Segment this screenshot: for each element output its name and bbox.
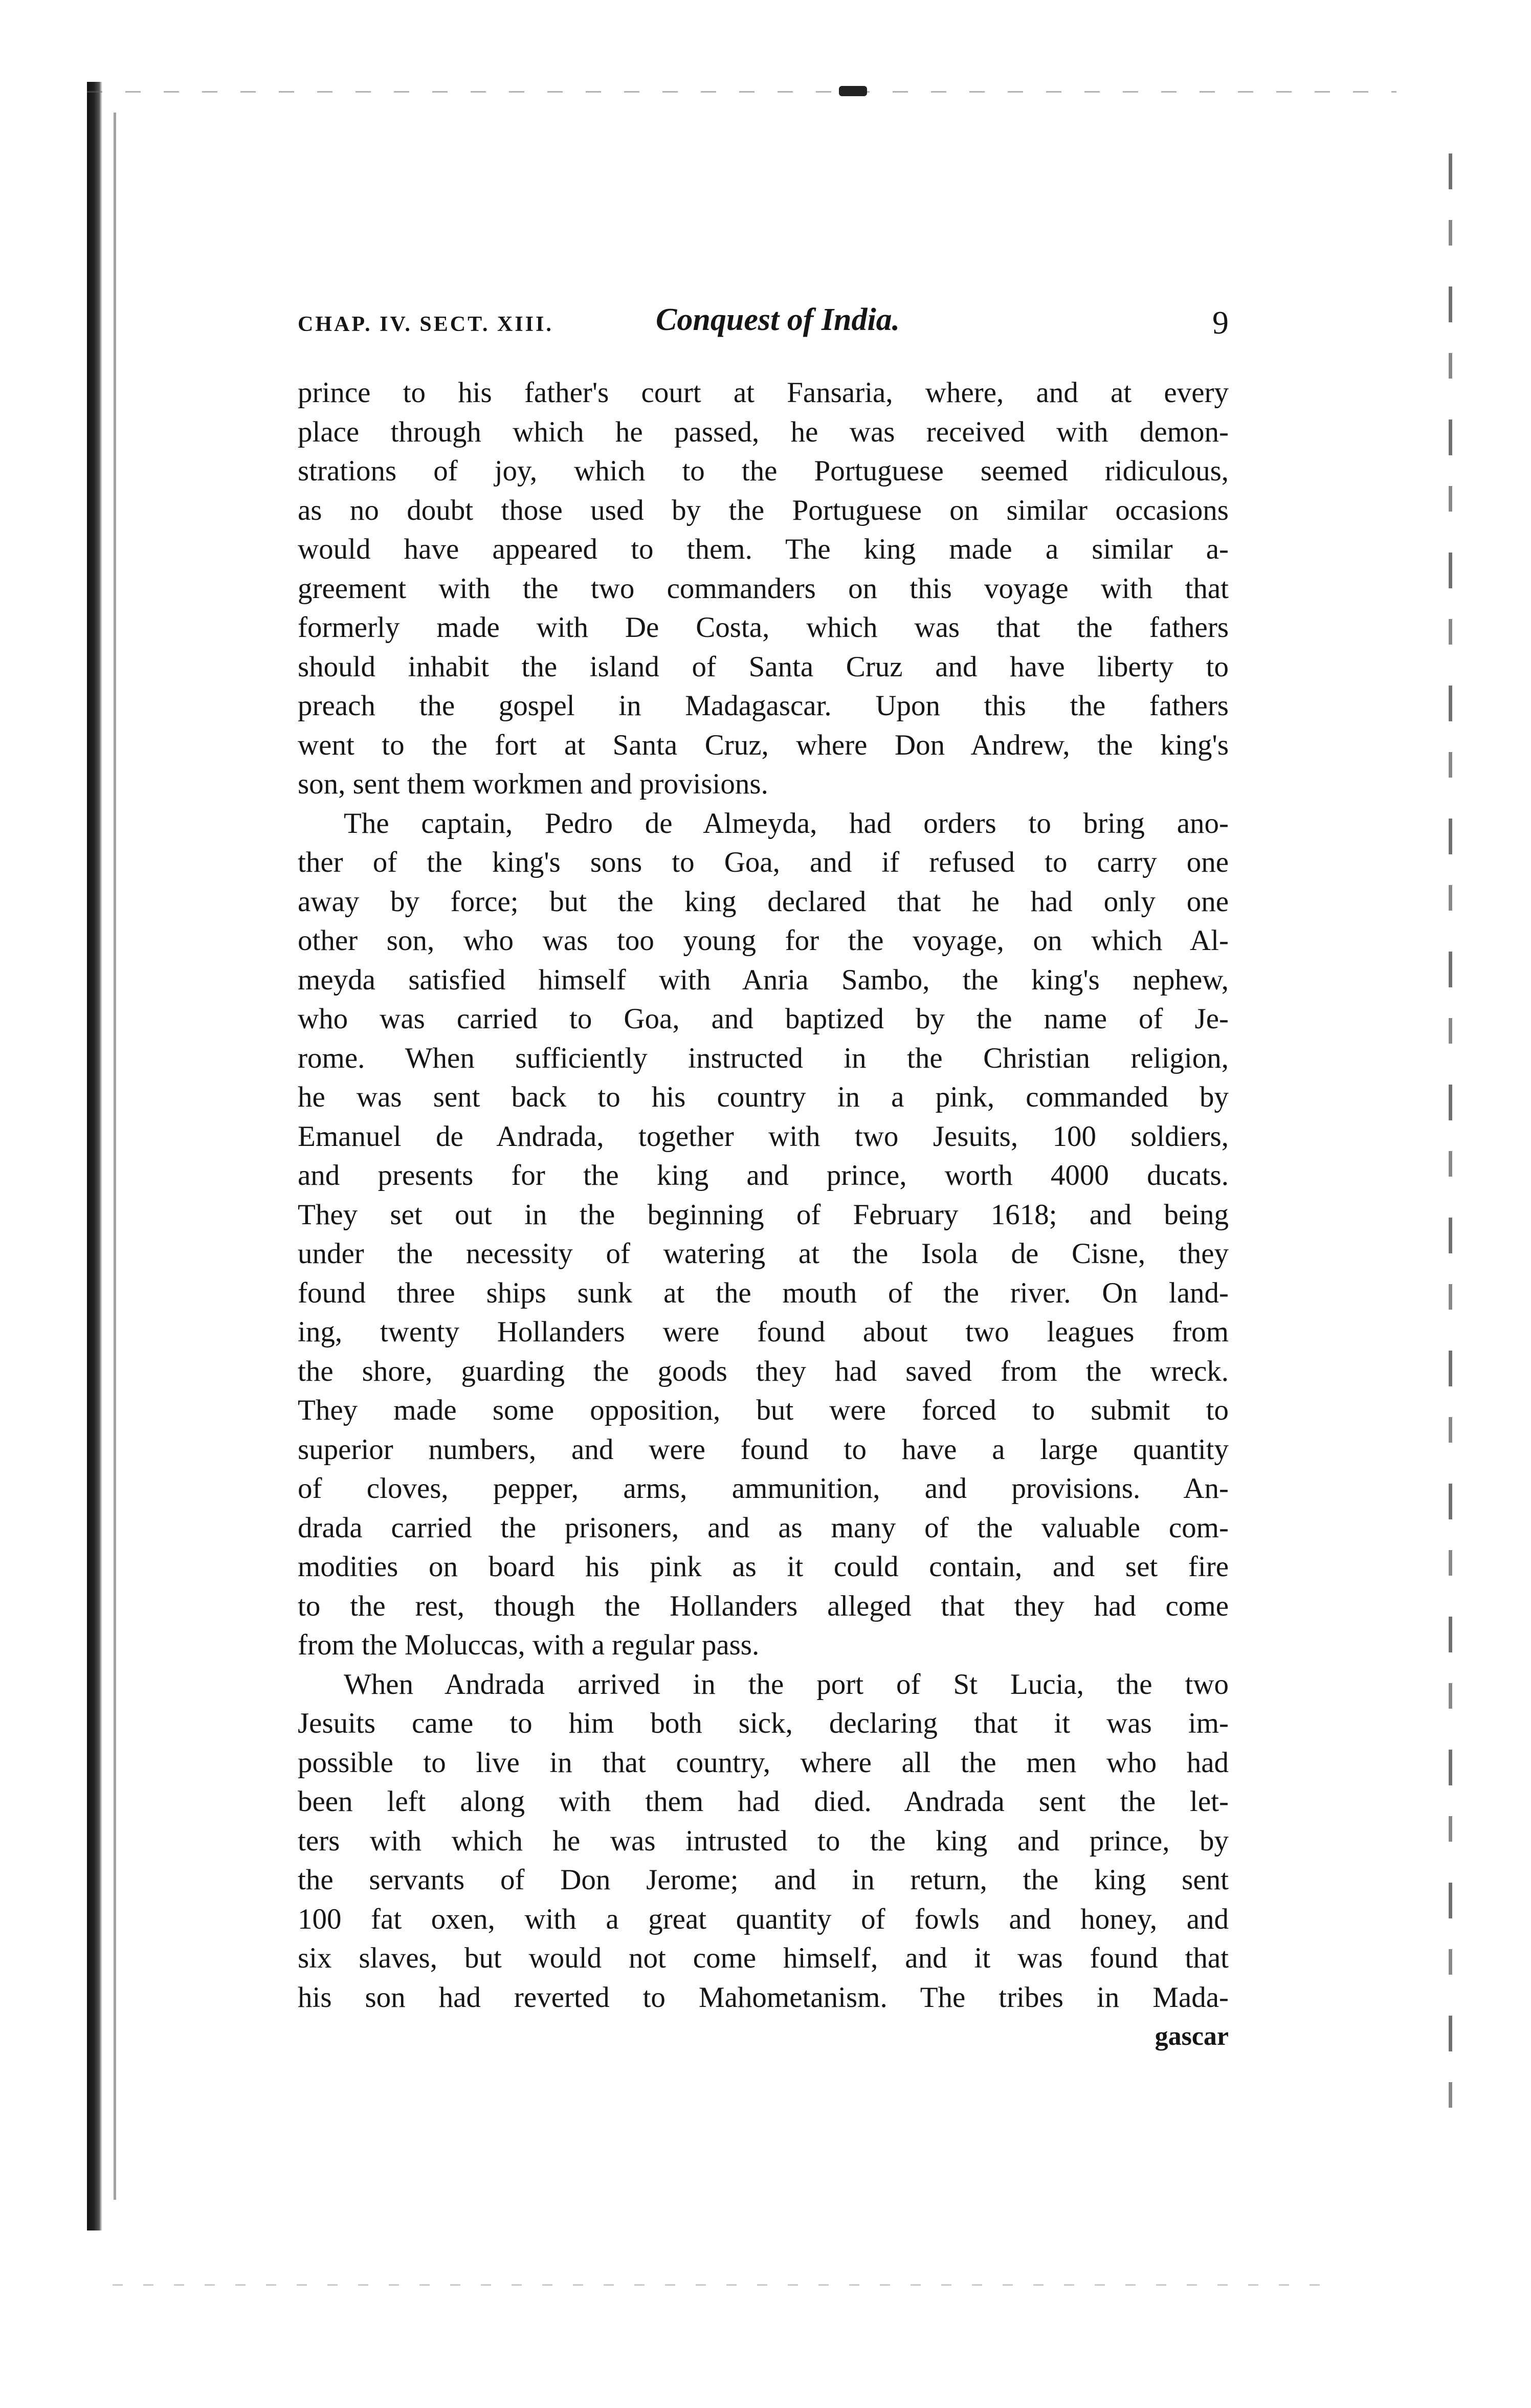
text-line: preach the gospel in Madagascar. Upon this the fathers (298, 690, 1229, 722)
text-line: ther of the king's sons to Goa, and if refused to carry one (298, 846, 1229, 878)
text-line: under the necessity of watering at the Isola de Cisne, they (298, 1238, 1229, 1270)
text-line: son, sent them workmen and provisions. (298, 768, 768, 800)
catchword: gascar (1155, 2022, 1229, 2051)
text-line: found three ships sunk at the mouth of the river. On land- (298, 1276, 1229, 1309)
text-line: should inhabit the island of Santa Cruz and have liberty to (298, 650, 1229, 683)
text-line: been left along with them had died. Andrada sent the let- (298, 1785, 1229, 1818)
text-line: away by force; but the king declared that he had only one (298, 885, 1229, 918)
text-line: meyda satisfied himself with Anria Sambo, the king's nephew, (298, 963, 1229, 996)
text-line: Jesuits came to him both sick, declaring that it was im- (298, 1707, 1229, 1739)
text-line: superior numbers, and were found to have a large quantity (298, 1433, 1229, 1466)
text-line: he was sent back to his country in a pink, commanded by (298, 1081, 1229, 1113)
text-line: ing, twenty Hollanders were found about two leagues from (298, 1316, 1229, 1348)
text-line: his son had reverted to Mahometanism. The tribes in Mada- (298, 1981, 1229, 2014)
text-line: place through which he passed, he was received with demon- (298, 415, 1229, 448)
text-line: drada carried the prisoners, and as many of the valuable com- (298, 1511, 1229, 1544)
text-line: would have appeared to them. The king made a similar a- (298, 533, 1229, 565)
text-line: rome. When sufficiently instructed in the Christian religion, (298, 1042, 1229, 1074)
text-line: The captain, Pedro de Almeyda, had orders to bring ano- (344, 807, 1229, 840)
page-number: 9 (1212, 304, 1229, 341)
text-line: six slaves, but would not come himself, and it was found that (298, 1942, 1229, 1974)
running-head-chapter: CHAP. IV. SECT. XIII. (298, 313, 553, 336)
text-line: possible to live in that country, where all the men who had (298, 1746, 1229, 1779)
text-line: the shore, guarding the goods they had saved from the wreck. (298, 1355, 1229, 1387)
text-line: the servants of Don Jerome; and in return, the king sent (298, 1864, 1229, 1896)
text-line: went to the fort at Santa Cruz, where Don Andrew, the king's (298, 728, 1229, 761)
page-top-edge (87, 91, 1396, 93)
text-line: When Andrada arrived in the port of St Lucia, the two (344, 1668, 1229, 1700)
text-line: modities on board his pink as it could contain, and set fire (298, 1551, 1229, 1583)
page-bottom-edge (113, 2284, 1340, 2286)
text-line: as no doubt those used by the Portuguese on similar occasions (298, 494, 1229, 526)
page-binding-edge (87, 82, 102, 2230)
text-line: strations of joy, which to the Portuguese seemed ridiculous, (298, 455, 1229, 487)
text-line: They set out in the beginning of February 1618; and being (298, 1198, 1229, 1231)
running-head (298, 302, 1229, 353)
text-line: from the Moluccas, with a regular pass. (298, 1629, 760, 1661)
text-line: ters with which he was intrusted to the king and prince, by (298, 1824, 1229, 1857)
text-line: greement with the two commanders on this voyage with that (298, 572, 1229, 605)
text-line: 100 fat oxen, with a great quantity of fowls and honey, and (298, 1903, 1229, 1935)
text-line: and presents for the king and prince, worth 4000 ducats. (298, 1159, 1229, 1191)
ink-blot (839, 86, 867, 96)
text-line: who was carried to Goa, and baptized by the name of Je- (298, 1003, 1229, 1035)
text-line: other son, who was too young for the voyage, on which Al- (298, 924, 1229, 957)
body-text (298, 373, 1229, 2057)
running-head-title: Conquest of India. (656, 302, 900, 337)
text-line: of cloves, pepper, arms, ammunition, and provisions. An- (298, 1472, 1229, 1505)
text-line: They made some opposition, but were forced to submit to (298, 1394, 1229, 1426)
text-line: Emanuel de Andrada, together with two Jesuits, 100 soldiers, (298, 1120, 1229, 1153)
page-binding-shadow (114, 113, 116, 2200)
text-line: prince to his father's court at Fansaria, where, and at every (298, 377, 1229, 409)
text-line: to the rest, though the Hollanders alleged that they had come (298, 1589, 1229, 1622)
page-right-edge (1449, 153, 1452, 2149)
text-line: formerly made with De Costa, which was that the fathers (298, 611, 1229, 644)
